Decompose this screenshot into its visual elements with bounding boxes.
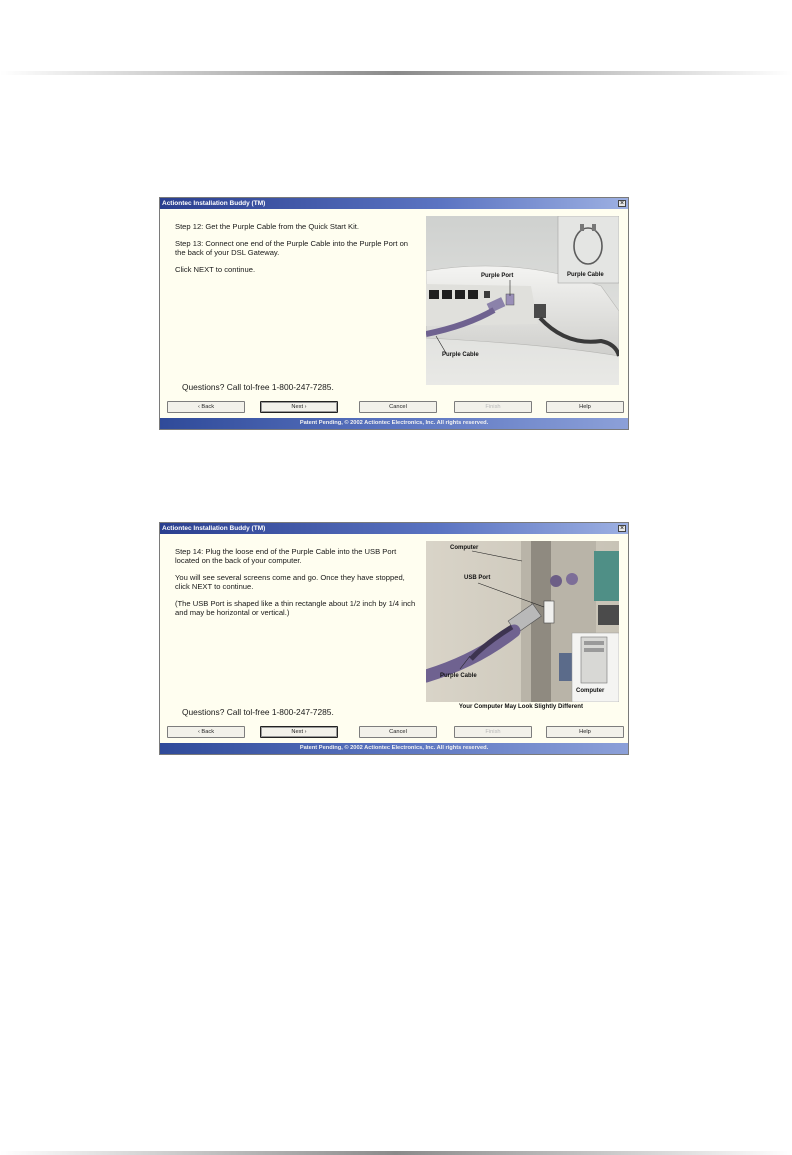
dialog-title: Actiontec Installation Buddy (TM) xyxy=(160,198,628,209)
computer-photo xyxy=(426,541,619,702)
instruction-step-14: Step 14: Plug the loose end of the Purple Cable into the USB Port located on the back of your computer. xyxy=(175,547,397,565)
label-computer-inset: Computer xyxy=(576,688,605,694)
instruction-step-13: Step 13: Connect one end of the Purple Cable into the Purple Port on the back of your DSL Gateway. xyxy=(175,239,409,257)
support-phone: Questions? Call tol-free 1-800-247-7285. xyxy=(182,382,334,392)
next-button[interactable]: Next › xyxy=(260,726,338,738)
finish-button: Finish xyxy=(454,401,532,413)
button-bar xyxy=(160,397,628,419)
installation-dialog-step-14 xyxy=(159,522,629,755)
copyright-footer: Patent Pending, © 2002 Actiontec Electronics, Inc. All rights reserved. xyxy=(160,743,628,754)
copyright-footer: Patent Pending, © 2002 Actiontec Electronics, Inc. All rights reserved. xyxy=(160,418,628,429)
button-bar xyxy=(160,722,628,744)
help-button[interactable]: Help xyxy=(546,401,624,413)
instructions xyxy=(175,222,420,282)
dialog-title: Actiontec Installation Buddy (TM) xyxy=(160,523,628,534)
close-icon[interactable]: × xyxy=(619,525,625,532)
label-purple-cable: Purple Cable xyxy=(440,673,477,679)
top-divider xyxy=(0,71,792,75)
close-icon[interactable]: × xyxy=(619,200,625,207)
support-phone: Questions? Call tol-free 1-800-247-7285. xyxy=(182,707,334,717)
instruction-usb-shape: (The USB Port is shaped like a thin rectangle about 1/2 inch by 1/4 inch and may be horizontal or vertical.) xyxy=(175,599,416,617)
back-button[interactable]: ‹ Back xyxy=(167,401,245,413)
gateway-illustration xyxy=(426,216,619,385)
next-button[interactable]: Next › xyxy=(260,401,338,413)
label-computer: Computer xyxy=(450,545,479,551)
gateway-photo xyxy=(426,216,619,385)
back-button[interactable]: ‹ Back xyxy=(167,726,245,738)
installation-dialog-step-12 xyxy=(159,197,629,430)
finish-button: Finish xyxy=(454,726,532,738)
instructions xyxy=(175,547,420,625)
instruction-wait: You will see several screens come and go. Once they have stopped, click NEXT to continue. xyxy=(175,573,405,591)
label-purple-cable-inset: Purple Cable xyxy=(567,272,604,278)
help-button[interactable]: Help xyxy=(546,726,624,738)
instruction-step-12: Step 12: Get the Purple Cable from the Quick Start Kit. xyxy=(175,222,360,231)
instruction-continue: Click NEXT to continue. xyxy=(175,265,256,274)
label-purple-cable: Purple Cable xyxy=(442,352,479,358)
cancel-button[interactable]: Cancel xyxy=(359,726,437,738)
bottom-divider xyxy=(0,1151,792,1155)
cancel-button[interactable]: Cancel xyxy=(359,401,437,413)
label-usb-port: USB Port xyxy=(464,575,491,581)
photo-caption: Your Computer May Look Slightly Different xyxy=(458,703,584,710)
label-purple-port: Purple Port xyxy=(481,273,514,279)
